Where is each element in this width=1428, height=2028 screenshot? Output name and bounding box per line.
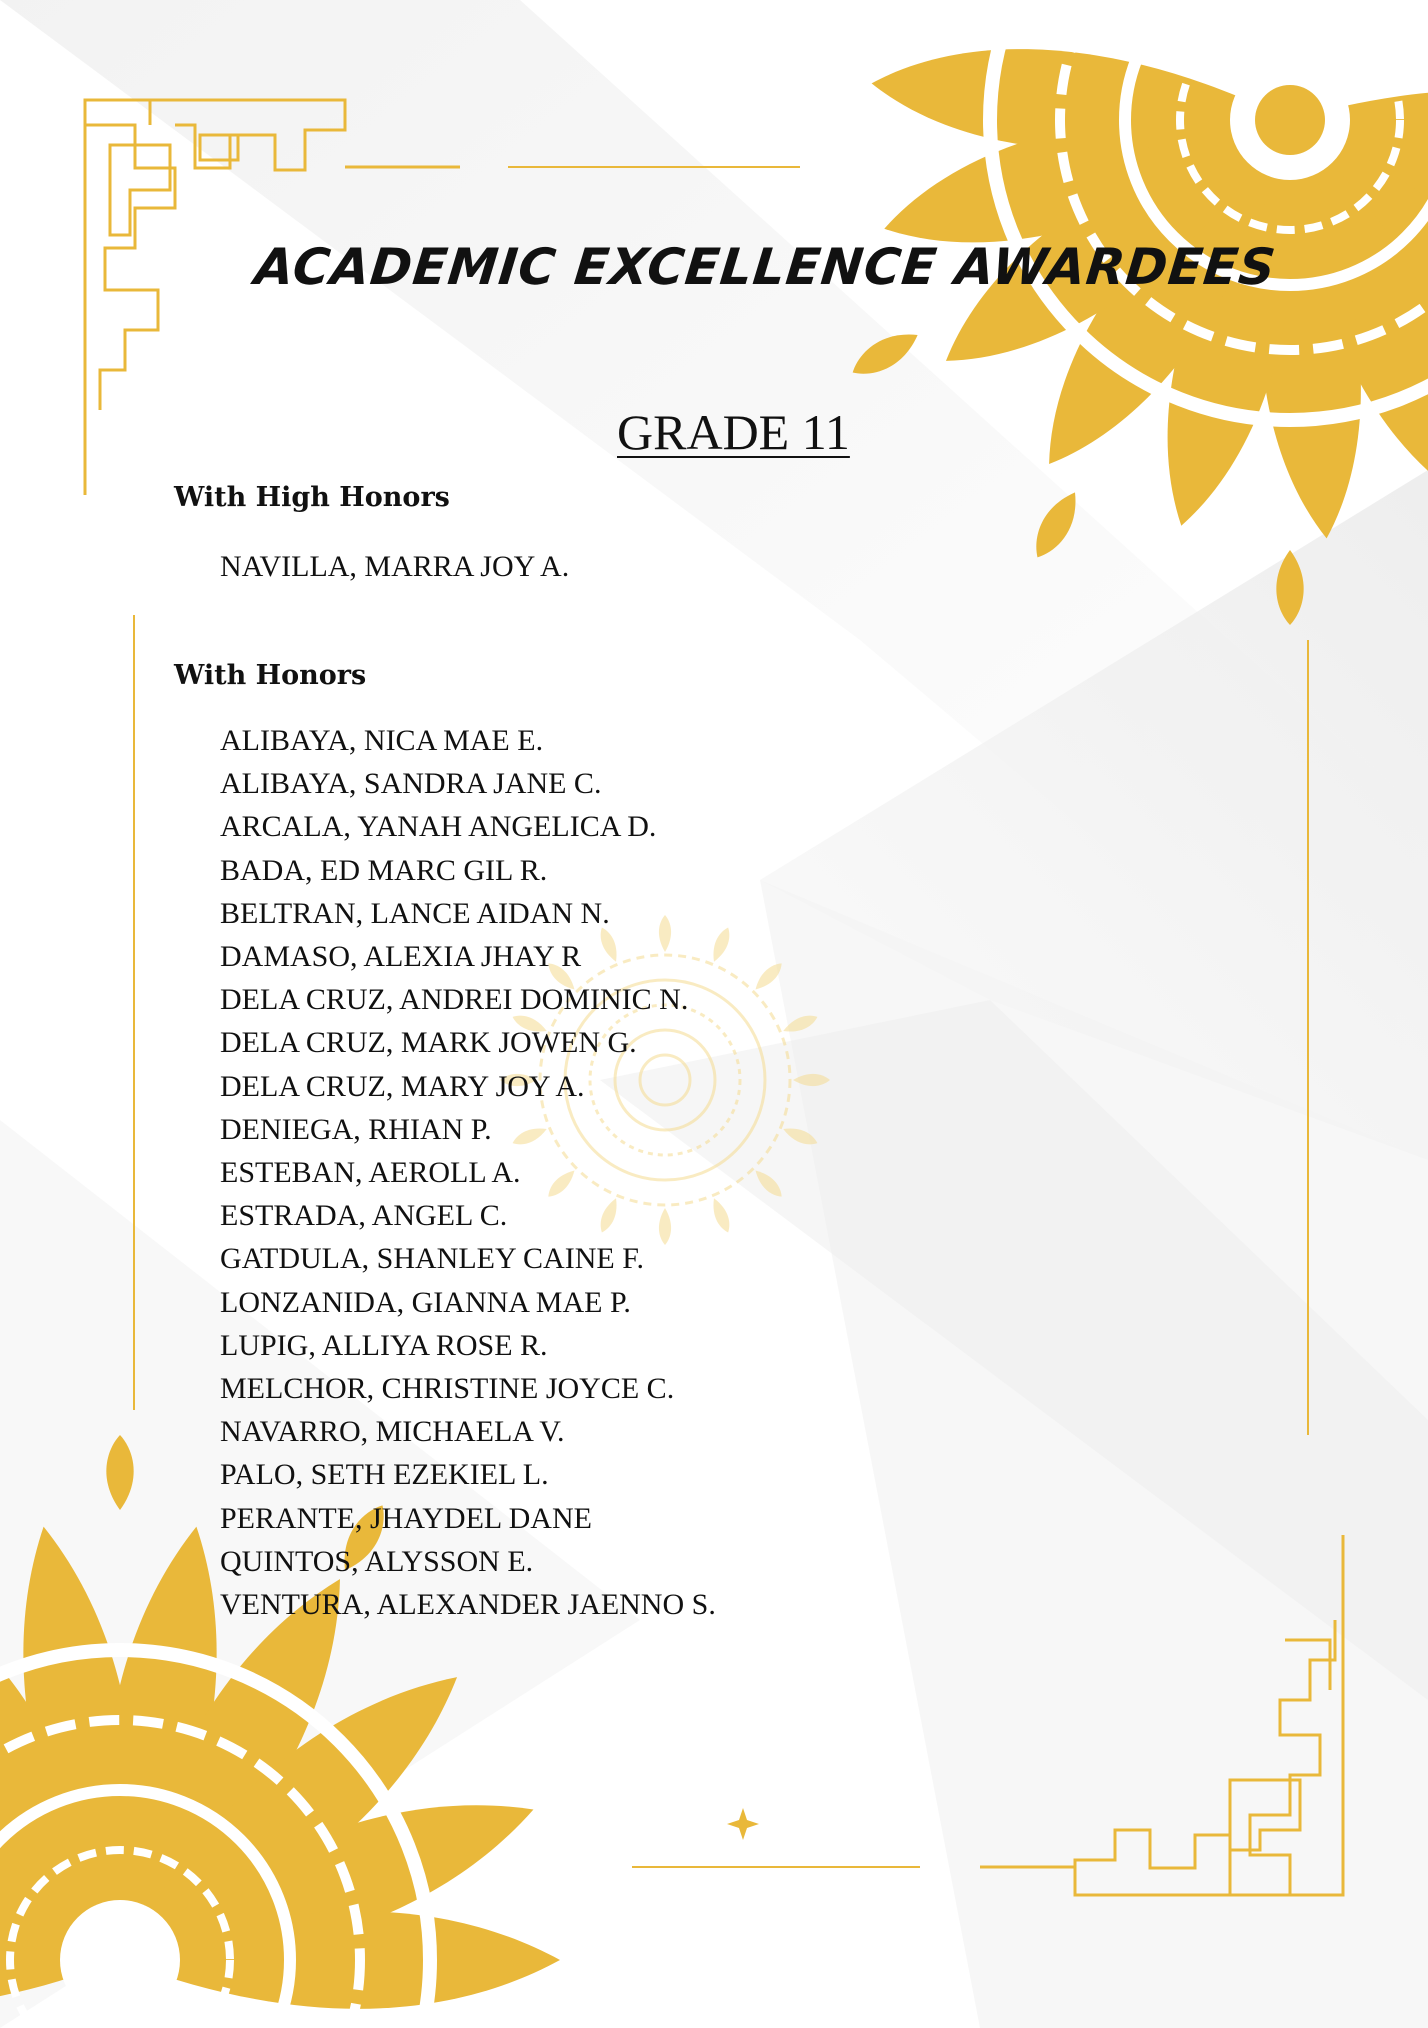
awardee-name: ALIBAYA, NICA MAE E. [220, 724, 544, 757]
awardee-name: GATDULA, SHANLEY CAINE F. [220, 1242, 644, 1276]
awardee-name: ESTEBAN, AEROLL A. [220, 1156, 521, 1190]
awardee-name: ARCALA, YANAH ANGELICA D. [220, 810, 657, 844]
awardee-name: PERANTE, JHAYDEL DANE [220, 1501, 592, 1535]
high-honors-list [220, 545, 569, 588]
awardee-name: VENTURA, ALEXANDER JAENNO S. [220, 1588, 716, 1622]
awardee-name: MELCHOR, CHRISTINE JOYCE C. [220, 1372, 675, 1406]
awardee-name: NAVILLA, MARRA JOY A. [220, 550, 570, 583]
honors-list [220, 719, 716, 1626]
awardee-name: BELTRAN, LANCE AIDAN N. [220, 896, 610, 930]
awardee-name: DENIEGA, RHIAN P. [220, 1112, 492, 1146]
awardee-name: LONZANIDA, GIANNA MAE P. [220, 1285, 631, 1319]
awardee-name: DELA CRUZ, MARK JOWEN G. [220, 1026, 637, 1060]
awardee-name: ESTRADA, ANGEL C. [220, 1199, 508, 1233]
page-title: ACADEMIC EXCELLENCE AWARDEES [251, 238, 1279, 296]
awardee-name: DELA CRUZ, ANDREI DOMINIC N. [220, 983, 689, 1017]
awardee-name: PALO, SETH EZEKIEL L. [220, 1458, 549, 1492]
awardee-name: QUINTOS, ALYSSON E. [220, 1544, 534, 1578]
awardee-name: DELA CRUZ, MARY JOY A. [220, 1069, 585, 1103]
awardee-name: BADA, ED MARC GIL R. [220, 853, 548, 887]
awardee-name: NAVARRO, MICHAELA V. [220, 1415, 565, 1449]
awardee-name: ALIBAYA, SANDRA JANE C. [220, 767, 602, 801]
awardee-name: DAMASO, ALEXIA JHAY R [220, 940, 582, 974]
awardee-name: LUPIG, ALLIYA ROSE R. [220, 1328, 548, 1362]
section-heading-honors: With Honors [174, 660, 367, 691]
section-heading-high-honors: With High Honors [174, 482, 450, 513]
grade-heading: GRADE 11 [617, 404, 850, 460]
